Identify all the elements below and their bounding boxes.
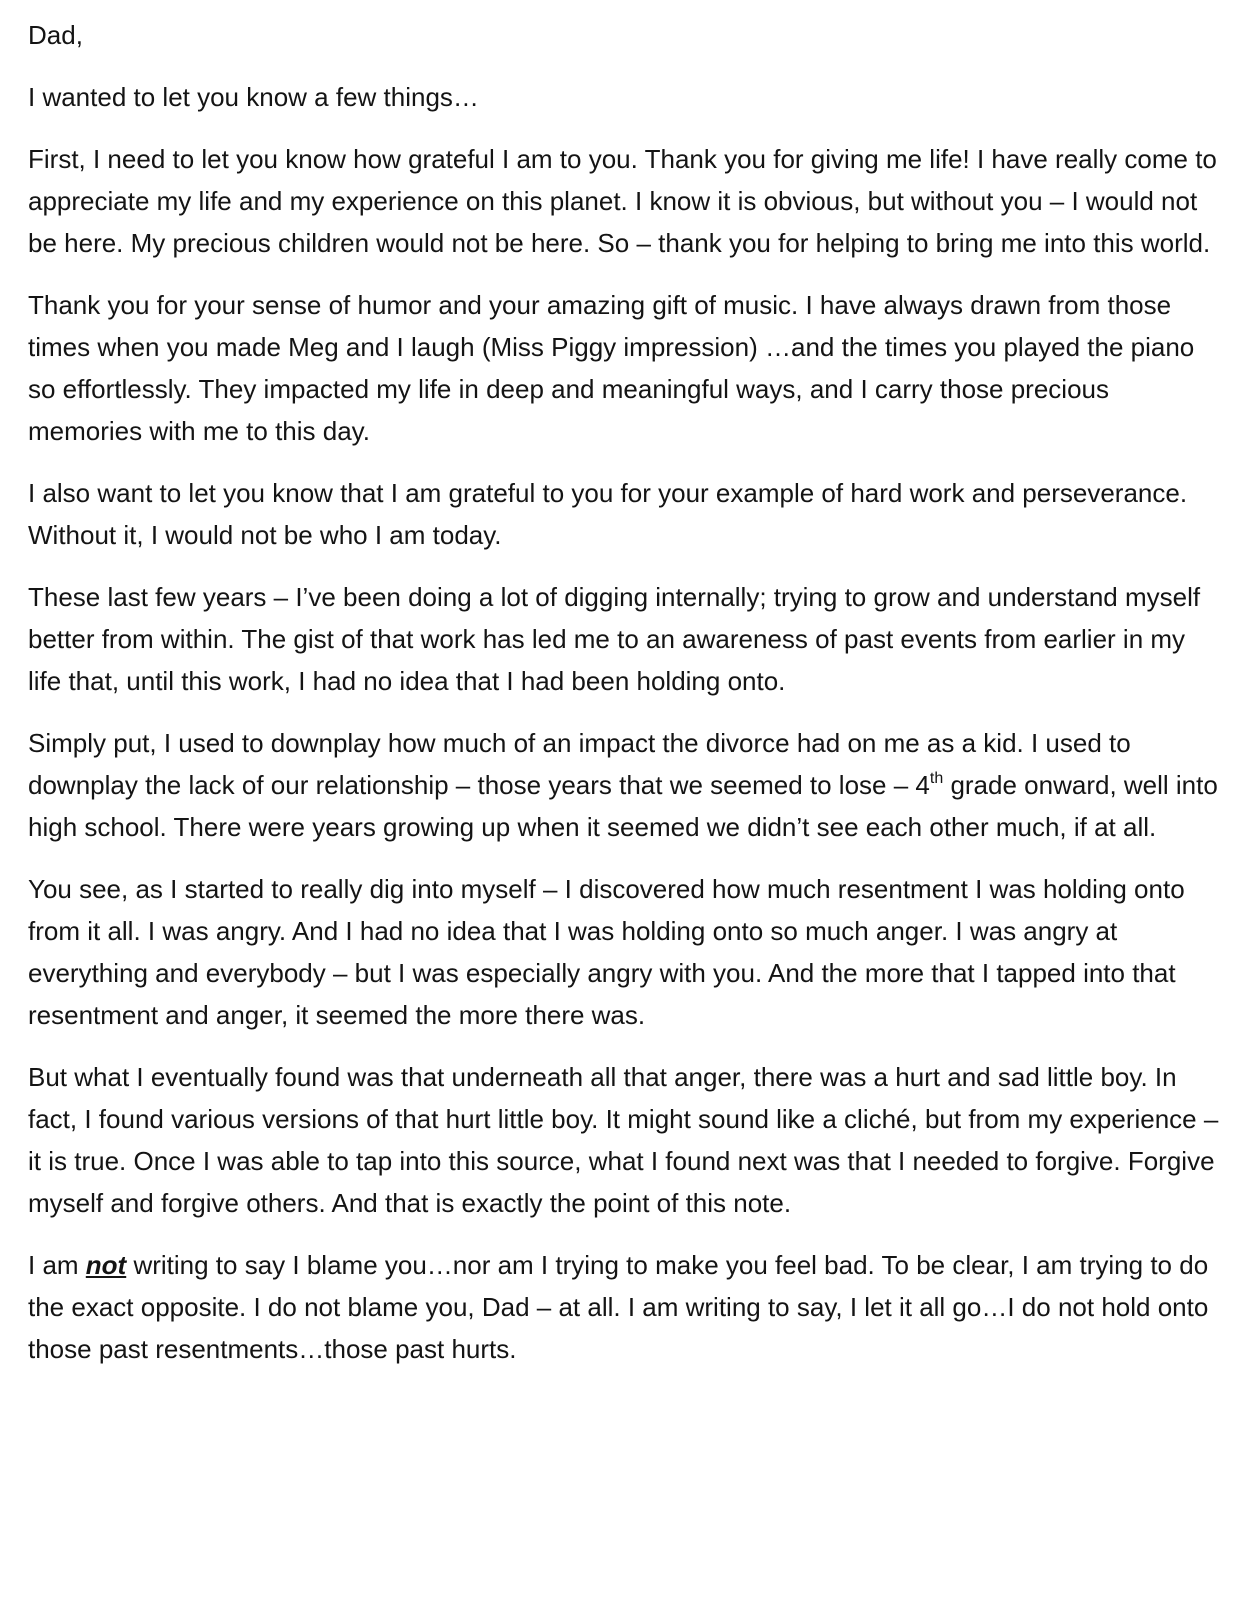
paragraph-hard-work: I also want to let you know that I am grateful to you for your example of hard work and perseverance. Without it, I would not be who I am today. [28,478,1188,550]
letter-body [28,14,1220,1390]
paragraph-resentment: You see, as I started to really dig into myself – I discovered how much resentment I was holding onto from it all. I was angry. And I had no idea that I was holding onto so much anger. I was angry at everything and everybody – but I was especially angry with you. And the more that I tapped into that resentment and anger, it seemed the more there was. [28,874,1185,1030]
letter-greeting: Dad, [28,20,83,50]
paragraph-divorce-text-a: Simply put, I used to downplay how much of an impact the divorce had on me as a kid. I used to downplay the lack of our relationship – those years that we seemed to lose – 4 [28,728,1131,800]
paragraph-gratitude-life: First, I need to let you know how grateful I am to you. Thank you for giving me life! I have really come to appreciate my life and my experience on this planet. I know it is obvious, but without you – I would not be here. My precious children would not be here. So – thank you for helping to bring me into this world. [28,144,1217,258]
paragraph-divorce-impact [28,722,1220,848]
paragraph-intro: I wanted to let you know a few things… [28,82,479,112]
paragraph-forgiveness: But what I eventually found was that underneath all that anger, there was a hurt and sad little boy. In fact, I found various versions of that hurt little boy. It might sound like a cliché, but from my experience – it is true. Once I was able to tap into this source, what I found next was that I needed to forgive. Forgive myself and forgive others. And that is exactly the point of this note. [28,1062,1219,1218]
paragraph-divorce-text-b: grade onward, well into high school. There were years growing up when it seemed we didn’t see each other much, if at all. [28,770,1218,842]
paragraph-digging-internally: These last few years – I’ve been doing a lot of digging internally; trying to grow and understand myself better from within. The gist of that work has led me to an awareness of past events from earlier in my life that, until this work, I had no idea that I had been holding onto. [28,582,1201,696]
paragraph-let-go-text-a: I am [28,1250,86,1280]
paragraph-let-go [28,1244,1220,1370]
emphasized-word: not [85,1250,127,1280]
paragraph-let-go-text-b: writing to say I blame you…nor am I trying to make you feel bad. To be clear, I am trying to do the exact opposite. I do not blame you, Dad – at all. I am writing to say, I let it all go…I do not hold onto those past resentments…those past hurts. [28,1250,1209,1364]
paragraph-humor-music: Thank you for your sense of humor and your amazing gift of music. I have always drawn from those times when you made Meg and I laugh (Miss Piggy impression) …and the times you played the piano so effortlessly. They impacted my life in deep and meaningful ways, and I carry those precious memories with me to this day. [28,290,1195,446]
superscript-ordinal: th [929,770,944,787]
